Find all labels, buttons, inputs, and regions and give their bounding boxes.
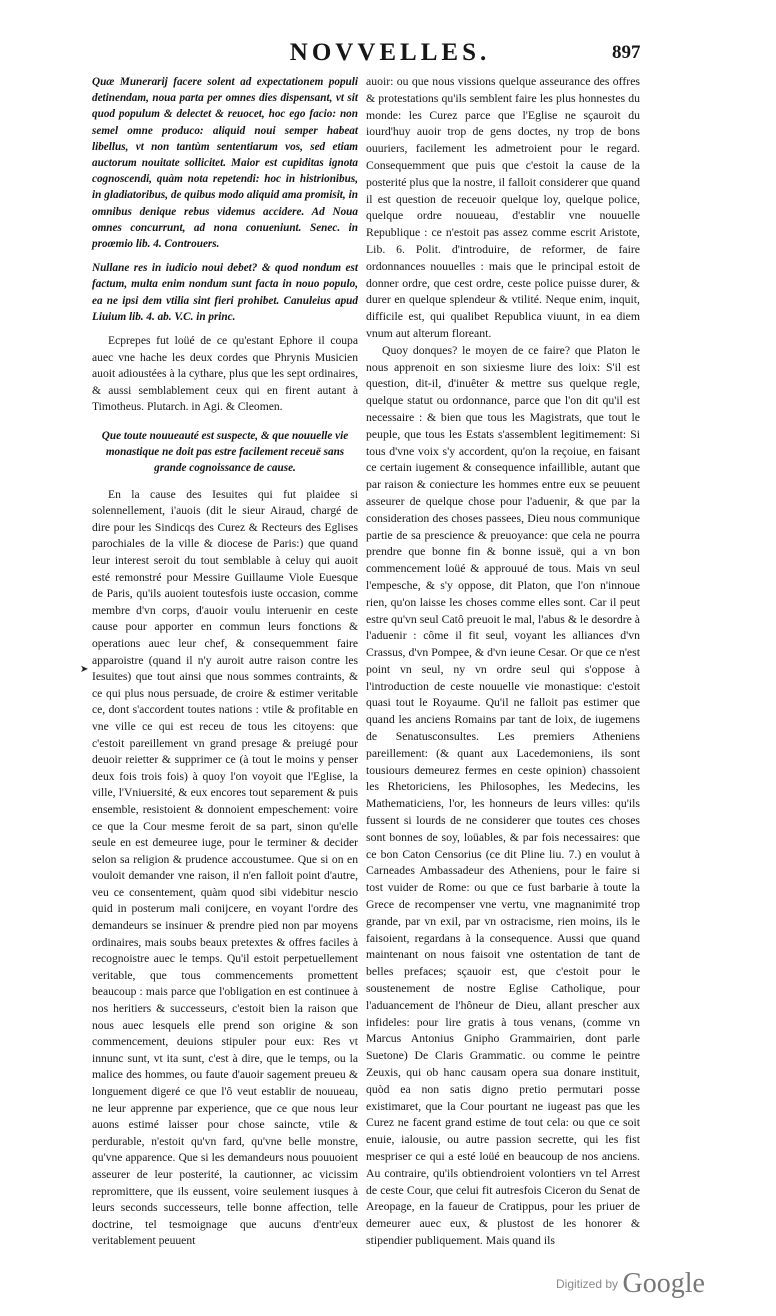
margin-mark: ➤: [80, 664, 89, 675]
left-column: [92, 74, 358, 1250]
latin-quote-canuleius: Nullane res in iudicio noui debet? & quod nondum est factum, multa enim nondum sunt facta in nouo populo, ea ne ipsi dem vtilia sint fieri prohibet. Canuleius apud Liuium lib. 4. ab. V.C. in princ.: [92, 262, 358, 323]
page-number: 897: [612, 42, 641, 63]
paragraph-continuation: auoir: ou que nous vissions quelque asseurance des offres & protestations qu'ils semblent faire les plus honnestes du monde: les Curez parce que l'Eglise ne sçauroit du iourd'huy auoir trop de gens doctes, ny trop de bons ouuriers, facilement les admetroient pour le regard. Consequemment que puis que c'estoit la cause de la posterité plus que la nostre, il falloit considerer que quand il est question de receuoir quelque loy, quelque police, quelque ordre nouueau, d'establir vne nouuelle Republique : ce n'estoit pas assez comme escrit Aristote, Lib. 6. Polit. d'introduire, de reformer, de faire ordonnances nouuelles : mais que le principal estoit de donner ordre, que cest ordre, ceste police puisse durer, & durer en quelque splendeur & vtilité. Neque enim, inquit, difficile est, qui qualibet Republica viuunt, in ea diem vnum aut alterum floreant.: [366, 75, 640, 340]
digitized-watermark: [556, 1268, 705, 1300]
google-logo: Google: [622, 1268, 705, 1299]
paragraph-ecprepes: Ecprepes fut loüé de ce qu'estant Ephore il coupa auec vne hache les deux cordes que Phrynis Musicien auoit adioustées à la cythare, plus que les sept ordinaires, & aussi semblablement ceux qui en firent autant à Timotheus. Plutarch. in Agi. & Cleomen.: [92, 334, 358, 414]
right-column: [366, 74, 640, 1250]
paragraph-platon: Quoy donques? le moyen de ce faire? que Platon le nous apprenoit en son sixiesme liure des loix: S'il est question, dit-il, d'inuêter & mettre sus quelque regle, quelque statut ou ordonnance, parce que l'on dit qu'il est necessaire : & bien que tous les Magistrats, que tout le peuple, que tous les Estats s'assemblent legitimement: Si tous d'vne voix s'y accordent, qu'on la reçoiue, en faisant ce certain iugement & consequence infaillible, autant que par raison & coniecture les hommes entre eux se peuuent asseurer de quelque chose pour l'aduenir, & que par la consideration des choses passees, Dieu nous communique partie de sa prescience & preuoyance: que cela ne pourra prendre que bonne fin & bonne issuë, qui a vn bon commencement loüé & approuué de tous. Mais vn seul l'empesche, & s'y oppose, dit Platon, que l'on n'innoue rien, qu'on laisse les choses comme elles sont. Car il peut estre qu'vn seul Catô preuoit le mal, l'abus & le desordre à l'aduenir : côme il fit seul, voyant les alliances d'vn Crassus, d'vn Pompee, & d'vn ieune Cesar. Or que ce n'est point vn seul, ny vn ordre seul qui s'oppose à l'introduction de ceste nouuelle vie monastique: c'estoit quasi tout le Royaume. Qu'il ne falloit pas estimer que quand les anciens Romains par tant de loix, de iugemens de Senatusconsultes. Les premiers Atheniens pareillement: (& quant aux Lacedemoniens, ils sont tousiours demeurez fermes en ceste opinion) chassoient les Rhetoriciens, les Philosophes, les Medecins, les Mathematiciens, l'or, les honneurs de leurs villes: qu'ils fussent si lourds de ne considerer que toutes ces choses sont bonnes de soy, loüables, & par fois necessaires: que ce bon Caton Censorius (ce dit Pline liu. 7.) en voulut à Carneades Ambassadeur des Atheniens, pour le faire si tost vuider de Rome: ou que ce fust barbarie à toute la Grece de recompenser vne vertu, vne magnanimité trop grande, par vn exil, par vn ostracisme, rien moins, ils le faisoient, regardans à la consequence. Aussi que quand maintenant on nous faisoit vne ostentation de tant de belles prefaces; sçauoir est, que c'estoit pour le soustenement de nostre Eglise Catholique, pour l'aduancement de l'hôneur de Dieu, allant prescher aux infideles: pour lire gratis à tous venans, (comme vn Marcus Antonius Gnipho Grammairien, dont parle Suetone) De Claris Grammatic. ou comme le peintre Zeuxis, qui ob hanc causam opera sua donare instituit, quòd ea non satis digno pretio permutari posse existimaret, que la Cour pourtant ne iugeast pas que les Curez ne facent grand estime de tout cela: ou que ce soit enuie, ialousie, ou autre passion secrette, qui les fist mespriser ce qui a esté loüé en beaucoup de nos anciens. Au contraire, qu'ils obtiendroient volontiers vn tel Arrest de ceste Cour, que celui fit autresfois Ciceron du Senat de Areopage, en la faueur de Cratippus, pour les priuer de demeurer auec eux, & plustost de les honorer & stipendier publiquement. Mais quand ils: [366, 343, 640, 1247]
section-heading: Que toute nouueauté est suspecte, & que nouuelle vie monastique ne doit pas estre facilement receuë sans grande cognoissance de cause.: [101, 430, 349, 475]
latin-quote-seneca: Quæ Munerarij facere solent ad expectationem populi detinendam, noua parta per omnes dies dispensant, vt sit quod populum & delectet & reuocet, hoc ego facio: non semel omne produco: aliquid noui semper habeat libellus, vt non tantùm sententiarum vos, sed etiam auctorum nouitate sollicitet. Maior est cupiditas ignota cognoscendi, quàm nota repetendi: hoc in histrionibus, in gladiatoribus, de quibus modo aliquid ama promisit, in omnibus denique rebus videmus accidere. Ad Noua omnes concurrunt, ad nona conueniunt. Senec. in proœmio lib. 4. Controuers.: [92, 76, 358, 251]
watermark-prefix: Digitized by: [556, 1277, 619, 1291]
paragraph-jesuites: En la cause des Iesuites qui fut plaidee si solennellement, i'auois (dit le sieur Airaud, chargé de dire pour les Sindicqs des Curez & Recteurs des Eglises parochiales de la ville & diocese de Paris:) que quand leur interest seroit du tout semblable à celuy qui auoit esté remonstré pour Messire Guillaume Viole Euesque de Paris, qu'ils auoient toutesfois iuste occasion, comme membre d'vn corps, d'auoir voulu interuenir en ceste cause pour apporter en commun leurs fonctions & operations auec leur chef, & consequemment faire apparoistre (quand il n'y auroit autre raison contre les Iesuites) que tout ainsi que nous sommes contraints, & ce qui plus nous persuade, de croire & estimer veritable ce, dont s'accordent toutes nations : vtile & profitable en vne ville ce qui est receu de tous les citoyens: que c'estoit pareillement vn grand presage & preiugé pour deuoir reietter & supprimer ce (à tout le moins y penser deux fois trois fois) à quoy l'on voyoit que l'Eglise, la ville, l'Vniuersité, & eux encores tout separement & puis ensemble, resistoient & donnoient empeschement: voire ce que la Cour mesme feroit de sa part, sinon qu'elle seule en est demeuree iuge, pour le terminer & decider selon sa religion & prudence accoustumee. Que si on en vouloit demander vne raison, il n'en falloit point d'autre, veu ce consentement, quàm quod sibi videbitur nescio quid in posterum mali conijcere, en voyant l'ordre des demandeurs se insinuer & prendre pied non par moyens ordinaires, mais soubs beaux pretextes & offres faciles à recognoistre auec le temps. Qu'il estoit perpetuellement veritable, que tous commencements promettent beaucoup : mais parce que l'obligation en est continuee à nos heritiers & successeurs, c'estoit bien la raison que nous auec lesquels elle prend son origine & son commencement, deuions stipuler pour eux: Res vt innunc sunt, vt ita sunt, c'est à dire, que le temps, ou la malice des hommes, ou faute d'auoir sagement preueu & longuement digeré ce que l'ô veut establir de nouueau, ne leur apprenne par experience, que ce que nous leur auons estimé laisser pour chose saincte, vtile & perdurable, n'estoit qu'vn fard, qu'vne belle monstre, qu'vne apparence. Que si les demandeurs nous pouuoient asseurer de leur posterité, la cautionner, ac vicissim repromittere, que ils eussent, voire seulement iusques à leurs seconds successeurs, telle bonne affection, telle doctrine, tel tesmoignage que aucuns d'entr'eux veritablement peuuent: [92, 487, 358, 1248]
running-title: NOVVELLES.: [289, 39, 491, 66]
